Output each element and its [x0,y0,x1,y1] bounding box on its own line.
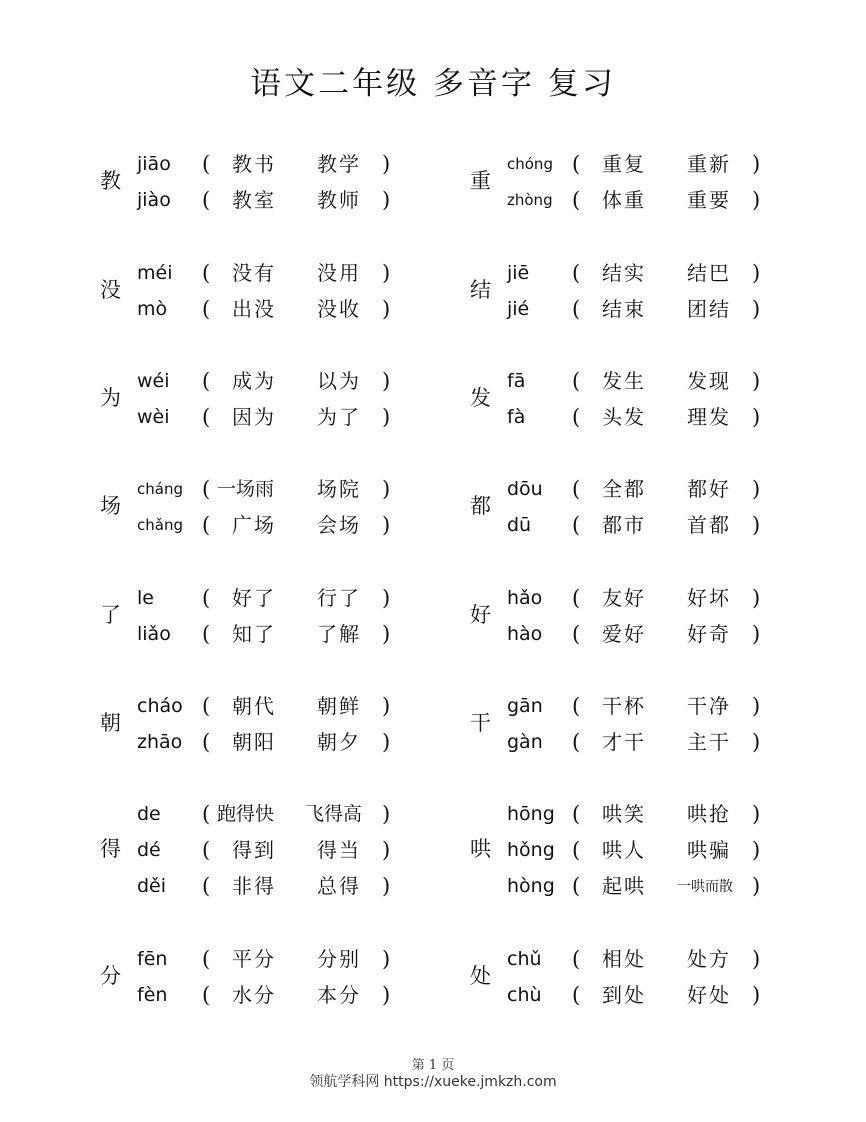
reading-row [507,796,866,832]
head-character: 干 [470,711,491,735]
close-paren: ) [382,405,391,429]
pinyin: wèi [137,406,170,428]
close-paren: ) [752,261,761,285]
example-word: 一哄而散 [677,879,733,895]
example-word: 教室 [232,188,276,212]
example-word: 行了 [317,586,361,610]
example-word: 总得 [317,874,361,898]
pinyin: hōng [507,803,555,825]
open-paren: ( [572,369,581,393]
example-word: 会场 [317,513,361,537]
close-paren: ) [752,477,761,501]
head-character: 都 [470,494,491,518]
open-paren: ( [202,874,211,898]
open-paren: ( [202,983,211,1007]
head-character: 重 [470,169,491,193]
close-paren: ) [752,983,761,1007]
pinyin: fēn [137,948,168,970]
polyphone-group [470,255,866,327]
reading-row [507,507,866,543]
open-paren: ( [202,261,211,285]
close-paren: ) [382,730,391,754]
open-paren: ( [572,405,581,429]
open-paren: ( [202,152,211,176]
reading-row [137,580,517,616]
pinyin: zhòng [507,191,553,209]
close-paren: ) [752,152,761,176]
pinyin: chǎng [137,516,183,534]
polyphone-group [100,941,520,1013]
reading-row [137,832,517,868]
head-character: 教 [100,169,121,193]
open-paren: ( [202,297,211,321]
open-paren: ( [202,838,211,862]
reading-row [507,182,866,218]
close-paren: ) [382,513,391,537]
reading-row [137,291,517,327]
open-paren: ( [202,947,211,971]
example-word: 好坏 [687,586,731,610]
pinyin: fā [507,370,526,392]
close-paren: ) [382,369,391,393]
pinyin: cháng [137,480,183,498]
example-word: 处方 [687,947,731,971]
pinyin: dū [507,514,532,536]
pinyin: jié [507,298,530,320]
close-paren: ) [382,261,391,285]
pinyin: hǎo [507,587,543,609]
polyphone-group [470,146,866,218]
example-word: 重复 [602,152,646,176]
example-word: 朝鲜 [317,694,361,718]
example-word: 好奇 [687,622,731,646]
page-title: 语文二年级 多音字 复习 [250,66,616,102]
reading-row [507,688,866,724]
head-character: 分 [100,964,121,988]
example-word: 平分 [232,947,276,971]
example-word: 为了 [317,405,361,429]
close-paren: ) [752,802,761,826]
example-word: 朝代 [232,694,276,718]
example-word: 才干 [602,730,646,754]
polyphone-group [470,471,866,543]
close-paren: ) [382,297,391,321]
example-word: 得到 [232,838,276,862]
open-paren: ( [572,622,581,646]
head-character: 场 [100,494,121,518]
open-paren: ( [202,730,211,754]
close-paren: ) [382,152,391,176]
open-paren: ( [572,513,581,537]
reading-row [137,688,517,724]
reading-row [507,146,866,182]
reading-row [507,832,866,868]
example-word: 成为 [232,369,276,393]
pinyin: mò [137,298,168,320]
close-paren: ) [752,730,761,754]
close-paren: ) [382,802,391,826]
example-word: 分别 [317,947,361,971]
reading-row [507,977,866,1013]
pinyin: de [137,803,161,825]
example-word: 哄笑 [602,802,646,826]
example-word: 没用 [317,261,361,285]
open-paren: ( [202,369,211,393]
open-paren: ( [202,622,211,646]
reading-row [507,868,866,904]
pinyin: liǎo [137,623,171,645]
example-word: 干净 [687,694,731,718]
example-word: 到处 [602,983,646,1007]
head-character: 得 [100,837,121,861]
example-word: 相处 [602,947,646,971]
close-paren: ) [752,874,761,898]
open-paren: ( [202,188,211,212]
example-word: 教书 [232,152,276,176]
reading-row [137,616,517,652]
example-word: 好处 [687,983,731,1007]
pinyin: gān [507,695,543,717]
pinyin: le [137,587,154,609]
head-character: 哄 [470,837,491,861]
example-word: 干杯 [602,694,646,718]
reading-row [507,255,866,291]
open-paren: ( [572,874,581,898]
open-paren: ( [572,586,581,610]
close-paren: ) [382,477,391,501]
open-paren: ( [572,152,581,176]
polyphone-group [470,941,866,1013]
pinyin: jiào [137,189,171,211]
example-word: 出没 [232,297,276,321]
example-word: 团结 [687,297,731,321]
close-paren: ) [752,188,761,212]
example-word: 教学 [317,152,361,176]
polyphone-group [100,796,520,904]
example-word: 都好 [687,477,731,501]
polyphone-group [100,363,520,435]
example-word: 了解 [317,622,361,646]
pinyin: hǒng [507,839,555,861]
example-word: 知了 [232,622,276,646]
example-word: 教师 [317,188,361,212]
open-paren: ( [572,947,581,971]
example-word: 头发 [602,405,646,429]
example-word: 理发 [687,405,731,429]
pinyin: hòng [507,875,555,897]
reading-row [137,182,517,218]
head-character: 结 [470,278,491,302]
polyphone-group [100,580,520,652]
example-word: 以为 [317,369,361,393]
close-paren: ) [382,586,391,610]
example-word: 没有 [232,261,276,285]
close-paren: ) [382,947,391,971]
example-word: 好了 [232,586,276,610]
reading-row [137,399,517,435]
reading-row [507,399,866,435]
page-number: 第 1 页 [411,1058,455,1073]
head-character: 了 [100,603,121,627]
close-paren: ) [382,694,391,718]
reading-row [137,724,517,760]
example-word: 得当 [317,838,361,862]
pinyin: chù [507,984,542,1006]
example-word: 重新 [687,152,731,176]
pinyin: chóng [507,155,553,173]
close-paren: ) [752,405,761,429]
reading-row [137,363,517,399]
close-paren: ) [752,513,761,537]
open-paren: ( [572,983,581,1007]
open-paren: ( [202,802,211,826]
reading-row [137,977,517,1013]
open-paren: ( [202,405,211,429]
head-character: 处 [470,964,491,988]
reading-row [507,724,866,760]
close-paren: ) [382,983,391,1007]
example-word: 爱好 [602,622,646,646]
polyphone-group [470,580,866,652]
example-word: 本分 [317,983,361,1007]
close-paren: ) [752,586,761,610]
pinyin: děi [137,875,167,897]
pinyin: méi [137,262,173,284]
pinyin: wéi [137,370,170,392]
reading-row [137,796,517,832]
open-paren: ( [572,694,581,718]
head-character: 发 [470,386,491,410]
open-paren: ( [202,586,211,610]
example-word: 飞得高 [305,803,363,825]
pinyin: dōu [507,478,543,500]
reading-row [507,616,866,652]
reading-row [137,868,517,904]
close-paren: ) [752,947,761,971]
example-word: 哄抢 [687,802,731,826]
close-paren: ) [382,188,391,212]
example-word: 体重 [602,188,646,212]
pinyin: cháo [137,695,183,717]
polyphone-group [470,796,866,904]
example-word: 主干 [687,730,731,754]
footer-site: 领航学科网 https://xueke.jmkzh.com [309,1074,557,1090]
open-paren: ( [572,297,581,321]
pinyin: jiāo [137,153,171,175]
example-word: 友好 [602,586,646,610]
example-word: 广场 [232,513,276,537]
reading-row [137,146,517,182]
close-paren: ) [382,622,391,646]
example-word: 水分 [232,983,276,1007]
example-word: 结巴 [687,261,731,285]
polyphone-group [470,363,866,435]
example-word: 哄骗 [687,838,731,862]
example-word: 起哄 [602,874,646,898]
example-word: 结束 [602,297,646,321]
open-paren: ( [572,261,581,285]
example-word: 首都 [687,513,731,537]
pinyin: fà [507,406,526,428]
open-paren: ( [202,513,211,537]
reading-row [507,363,866,399]
reading-row [137,255,517,291]
open-paren: ( [572,802,581,826]
pinyin: chǔ [507,948,542,970]
close-paren: ) [752,838,761,862]
close-paren: ) [382,838,391,862]
close-paren: ) [752,297,761,321]
pinyin: dé [137,839,161,861]
reading-row [137,507,517,543]
example-word: 发现 [687,369,731,393]
pinyin: zhāo [137,731,183,753]
example-word: 一场雨 [217,478,275,500]
example-word: 因为 [232,405,276,429]
reading-row [507,471,866,507]
example-word: 场院 [317,477,361,501]
example-word: 非得 [232,874,276,898]
open-paren: ( [202,694,211,718]
polyphone-group [470,688,866,760]
reading-row [137,471,517,507]
example-word: 发生 [602,369,646,393]
example-word: 都市 [602,513,646,537]
polyphone-group [100,471,520,543]
head-character: 朝 [100,711,121,735]
reading-row [507,291,866,327]
open-paren: ( [572,477,581,501]
pinyin: jiē [507,262,530,284]
reading-row [507,580,866,616]
pinyin: gàn [507,731,543,753]
close-paren: ) [752,369,761,393]
example-word: 哄人 [602,838,646,862]
polyphone-group [100,688,520,760]
open-paren: ( [202,477,211,501]
example-word: 没收 [317,297,361,321]
example-word: 朝夕 [317,730,361,754]
example-word: 跑得快 [217,803,275,825]
example-word: 朝阳 [232,730,276,754]
example-word: 结实 [602,261,646,285]
close-paren: ) [752,622,761,646]
open-paren: ( [572,730,581,754]
head-character: 为 [100,386,121,410]
polyphone-group [100,146,520,218]
reading-row [137,941,517,977]
close-paren: ) [382,874,391,898]
close-paren: ) [752,694,761,718]
head-character: 好 [470,603,491,627]
example-word: 重要 [687,188,731,212]
head-character: 没 [100,278,121,302]
polyphone-group [100,255,520,327]
open-paren: ( [572,838,581,862]
reading-row [507,941,866,977]
example-word: 全都 [602,477,646,501]
pinyin: hào [507,623,543,645]
pinyin: fèn [137,984,168,1006]
open-paren: ( [572,188,581,212]
